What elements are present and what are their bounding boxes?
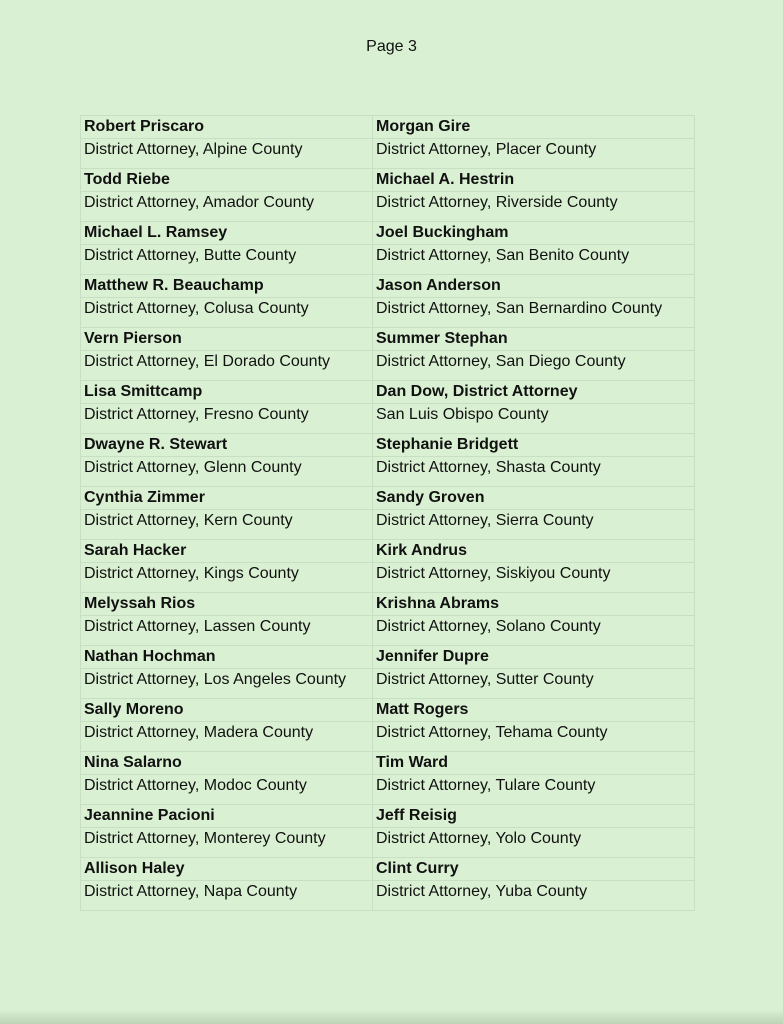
signatory-row <box>81 381 695 434</box>
signatory-name: Morgan Gire <box>373 116 694 139</box>
signatory-name: Sally Moreno <box>81 699 372 722</box>
signatory-name: Joel Buckingham <box>373 222 694 245</box>
signatory-title: District Attorney, Sutter County <box>376 671 594 688</box>
signatory-cell <box>373 275 695 328</box>
signatory-row <box>81 805 695 858</box>
signatory-cell <box>373 646 695 699</box>
signatory-row <box>81 540 695 593</box>
signatory-name: Dwayne R. Stewart <box>81 434 372 457</box>
signatories-body <box>81 116 695 911</box>
signatory-name: Melyssah Rios <box>81 593 372 616</box>
signatory-name: Stephanie Bridgett <box>373 434 694 457</box>
signatory-row <box>81 328 695 381</box>
signatory-name: Matthew R. Beauchamp <box>81 275 372 298</box>
signatory-name: Robert Priscaro <box>81 116 372 139</box>
signatory-title: District Attorney, Tehama County <box>376 724 608 741</box>
signatory-cell <box>81 275 373 328</box>
signatory-title: District Attorney, San Bernardino County <box>376 300 663 317</box>
signatory-cell <box>373 540 695 593</box>
signatory-cell <box>373 381 695 434</box>
signatory-name: Jeff Reisig <box>373 805 694 828</box>
signatory-cell <box>373 222 695 275</box>
signatory-title: District Attorney, Lassen County <box>84 618 311 635</box>
signatory-name: Matt Rogers <box>373 699 694 722</box>
signatory-name: Clint Curry <box>373 858 694 881</box>
signatory-name: Cynthia Zimmer <box>81 487 372 510</box>
signatory-cell <box>81 646 373 699</box>
signatory-title: District Attorney, Yuba County <box>376 883 588 900</box>
signatory-title: District Attorney, Solano County <box>376 618 601 635</box>
signatory-cell <box>81 328 373 381</box>
signatory-name: Lisa Smittcamp <box>81 381 372 404</box>
signatory-title: District Attorney, Siskiyou County <box>376 565 611 582</box>
signatory-cell <box>81 116 373 169</box>
signatory-title: District Attorney, Glenn County <box>84 459 302 476</box>
signatory-cell <box>81 169 373 222</box>
page-bottom-edge <box>0 1010 783 1024</box>
signatory-name: Todd Riebe <box>81 169 372 192</box>
signatory-title: District Attorney, Tulare County <box>376 777 596 794</box>
signatory-title: District Attorney, Colusa County <box>84 300 309 317</box>
signatories-table <box>80 115 695 911</box>
signatory-cell <box>81 699 373 752</box>
signatory-title: District Attorney, Monterey County <box>84 830 326 847</box>
signatory-row <box>81 169 695 222</box>
signatory-cell <box>81 381 373 434</box>
signatory-title: District Attorney, Butte County <box>84 247 297 264</box>
signatory-row <box>81 487 695 540</box>
signatory-name: Nina Salarno <box>81 752 372 775</box>
signatory-title: San Luis Obispo County <box>376 406 549 423</box>
signatory-name: Tim Ward <box>373 752 694 775</box>
signatory-title: District Attorney, Alpine County <box>84 141 303 158</box>
signatory-title: District Attorney, Napa County <box>84 883 298 900</box>
signatory-name: Jeannine Pacioni <box>81 805 372 828</box>
signatory-row <box>81 752 695 805</box>
signatory-cell <box>373 328 695 381</box>
signatory-cell <box>373 699 695 752</box>
signatory-title: District Attorney, San Benito County <box>376 247 630 264</box>
signatory-name: Nathan Hochman <box>81 646 372 669</box>
signatory-cell <box>373 487 695 540</box>
signatory-row <box>81 275 695 328</box>
signatory-cell <box>373 593 695 646</box>
signatory-title: District Attorney, El Dorado County <box>84 353 331 370</box>
signatory-row <box>81 858 695 911</box>
signatory-cell <box>81 487 373 540</box>
signatory-name: Dan Dow, District Attorney <box>373 381 694 404</box>
signatory-title: District Attorney, Kern County <box>84 512 293 529</box>
signatory-title: District Attorney, Yolo County <box>376 830 582 847</box>
signatory-title: District Attorney, Fresno County <box>84 406 309 423</box>
page-number: Page 3 <box>366 38 417 55</box>
signatory-row <box>81 646 695 699</box>
signatory-title: District Attorney, Amador County <box>84 194 315 211</box>
signatory-title: District Attorney, San Diego County <box>376 353 626 370</box>
signatory-row <box>81 593 695 646</box>
signatory-cell <box>373 169 695 222</box>
signatory-cell <box>81 222 373 275</box>
signatory-cell <box>373 805 695 858</box>
signatory-cell <box>81 540 373 593</box>
signatory-name: Kirk Andrus <box>373 540 694 563</box>
signatory-title: District Attorney, Riverside County <box>376 194 618 211</box>
signatory-cell <box>373 116 695 169</box>
signatory-name: Vern Pierson <box>81 328 372 351</box>
signatory-cell <box>81 858 373 911</box>
signatory-name: Jason Anderson <box>373 275 694 298</box>
signatory-cell <box>373 858 695 911</box>
signatory-cell <box>373 752 695 805</box>
signatory-title: District Attorney, Kings County <box>84 565 299 582</box>
signatory-name: Sandy Groven <box>373 487 694 510</box>
signatory-cell <box>373 434 695 487</box>
signatory-row <box>81 699 695 752</box>
signatory-name: Jennifer Dupre <box>373 646 694 669</box>
signatory-title: District Attorney, Placer County <box>376 141 597 158</box>
signatory-name: Michael L. Ramsey <box>81 222 372 245</box>
signatory-name: Summer Stephan <box>373 328 694 351</box>
signatory-title: District Attorney, Madera County <box>84 724 314 741</box>
signatory-row <box>81 222 695 275</box>
signatory-row <box>81 434 695 487</box>
signatory-name: Allison Haley <box>81 858 372 881</box>
signatory-cell <box>81 752 373 805</box>
signatory-name: Michael A. Hestrin <box>373 169 694 192</box>
signatory-title: District Attorney, Los Angeles County <box>84 671 347 688</box>
signatory-title: District Attorney, Sierra County <box>376 512 594 529</box>
signatory-cell <box>81 593 373 646</box>
signatory-row <box>81 116 695 169</box>
signatory-name: Sarah Hacker <box>81 540 372 563</box>
signatory-cell <box>81 434 373 487</box>
signatory-title: District Attorney, Modoc County <box>84 777 307 794</box>
signatory-name: Krishna Abrams <box>373 593 694 616</box>
signatory-title: District Attorney, Shasta County <box>376 459 601 476</box>
signatory-cell <box>81 805 373 858</box>
